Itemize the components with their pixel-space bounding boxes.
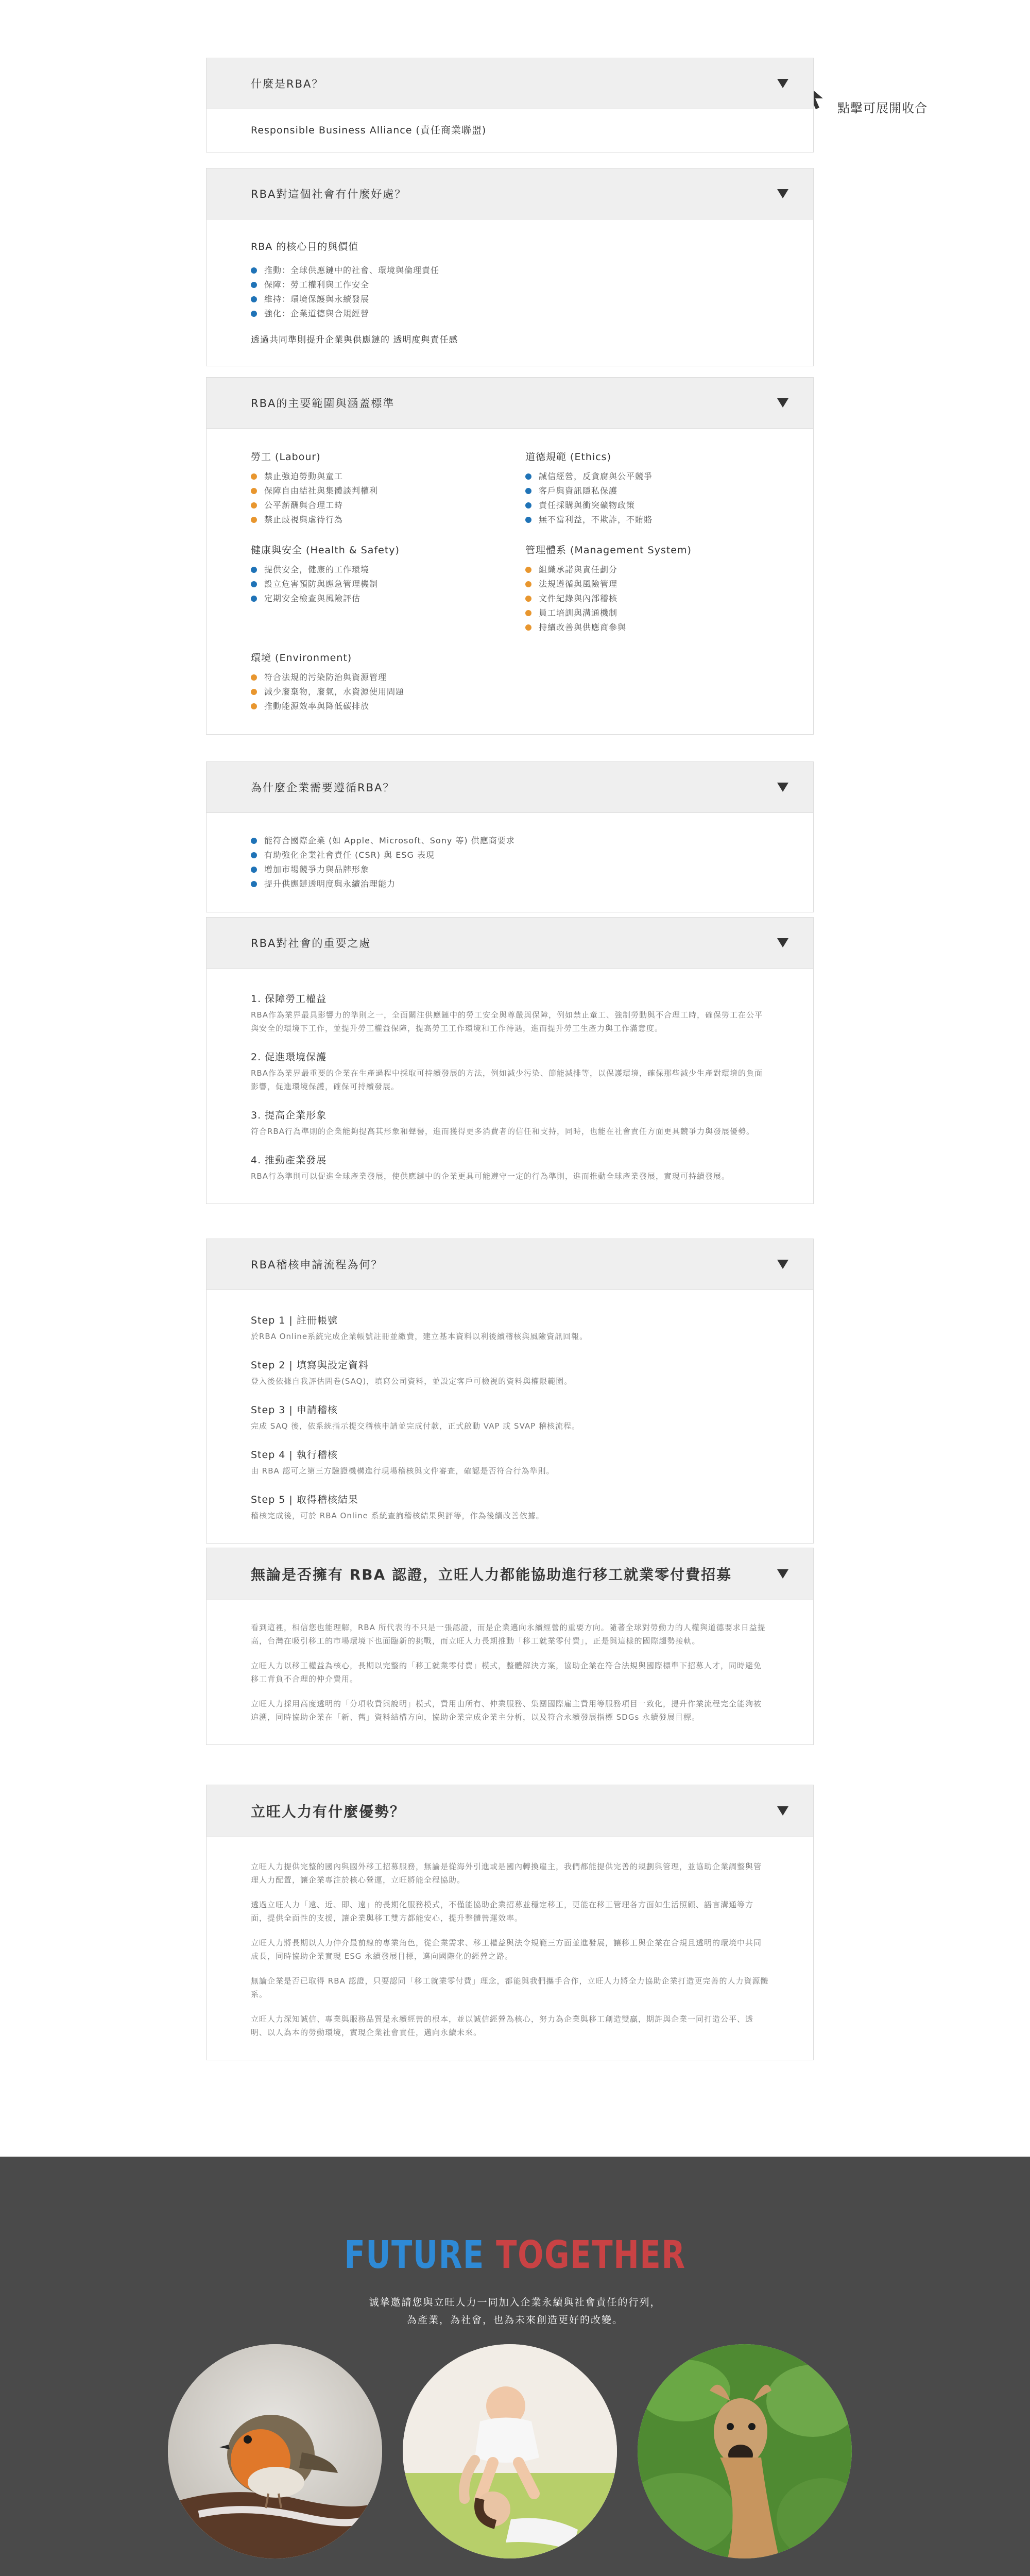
process-step — [251, 1447, 769, 1478]
faq-title: RBA對社會的重要之處 — [251, 937, 371, 950]
step-title: Step 4 | 執行稽核 — [251, 1449, 338, 1461]
list-item: 公平薪酬與合理工時 — [251, 498, 494, 513]
bullet-icon — [251, 703, 257, 709]
bullet-icon — [525, 517, 531, 523]
list-item: 有助強化企業社會責任 (CSR) 與 ESG 表現 — [251, 848, 769, 862]
group-title: 管理體系 (Management System) — [525, 545, 692, 556]
bullet-icon — [251, 596, 257, 602]
list-item: 增加市場競爭力與品牌形象 — [251, 862, 769, 877]
parent-child-illustration — [403, 2344, 617, 2558]
bullet-icon — [251, 473, 257, 480]
scope-group-labour — [251, 449, 494, 527]
bullet-icon — [251, 311, 257, 317]
faq-title: RBA的主要範圍與涵蓋標準 — [251, 397, 395, 410]
faq-title: 立旺人力有什麼優勢？ — [251, 1803, 406, 1820]
list-item: 設立危害預防與應急管理機制 — [251, 577, 494, 591]
process-step — [251, 1492, 769, 1522]
caret-down-icon[interactable] — [777, 398, 788, 408]
importance-item — [251, 1153, 769, 1183]
paragraph: 立旺人力採用高度透明的「分項收費與說明」模式，費用由所有、仲業服務、集團國際雇主費用等服務項目一致化，提升作業流程完全能夠被追溯，同時協助企業在「新、舊」資料結構方向，協助企業完成企業主分析，以及符合永續發展指標 SDGs 永續發展目標。 — [251, 1699, 762, 1722]
faq-panel-why-follow — [206, 761, 814, 912]
faq-header-scope[interactable] — [207, 378, 813, 428]
faq-title: 什麼是RBA？ — [251, 78, 324, 90]
list-item: 定期安全檢查與風險評估 — [251, 591, 494, 606]
footer-banner — [0, 2157, 1030, 2576]
item-title: 4. 推動產業發展 — [251, 1155, 327, 1166]
list-item: 維持：環境保護與永續發展 — [251, 292, 769, 307]
faq-panel-benefits — [206, 168, 814, 366]
process-step — [251, 1358, 769, 1388]
caret-down-icon[interactable] — [777, 783, 788, 792]
item-title: 1. 保障勞工權益 — [251, 993, 327, 1005]
bullet-icon — [525, 624, 531, 631]
bullet-icon — [251, 502, 257, 509]
faq-header-advantages[interactable] — [207, 1785, 813, 1837]
bullet-icon — [525, 488, 531, 494]
list-item: 能符合國際企業 (如 Apple、Microsoft、Sony 等) 供應商要求 — [251, 834, 769, 848]
parent-child-image — [403, 2344, 617, 2558]
expand-hint-text: 點擊可展開收合 — [837, 101, 928, 115]
scope-group-ethics — [525, 449, 769, 527]
faq-title: RBA對這個社會有什麼好處？ — [251, 188, 407, 200]
scope-group-management — [525, 543, 769, 635]
list-item: 強化：企業道德與合規經營 — [251, 307, 769, 321]
bullet-icon — [525, 502, 531, 509]
faq-title: RBA稽核申請流程為何？ — [251, 1259, 383, 1271]
faq-panel-audit-process — [206, 1239, 814, 1544]
deer-image — [638, 2344, 852, 2558]
item-text: 符合RBA行為準則的企業能夠提高其形象和聲譽，進而獲得更多消費者的信任和支持，同時，也能在社會責任方面更具競爭力與發展優勢。 — [251, 1127, 754, 1136]
faq-header-benefits[interactable] — [207, 168, 813, 219]
expand-hint — [803, 82, 928, 116]
item-title: 2. 促進環境保護 — [251, 1052, 327, 1063]
item-text: RBA行為準則可以促進全球產業發展，使供應鏈中的企業更具可能遵守一定的行為準則，進而推動全球產業發展，實現可持續發展。 — [251, 1172, 730, 1181]
list-item: 持續改善與供應商參與 — [525, 620, 769, 635]
paragraph: 立旺人力深知誠信、專業與服務品質是永續經營的根本，並以誠信經營為核心，努力為企業與移工創造雙贏，期許與企業一同打造公平、透明、以人為本的勞動環境，實現企業社會責任，邁向永續未來。 — [251, 2014, 754, 2037]
list-item: 推動：全球供應鏈中的社會、環境與倫理責任 — [251, 263, 769, 278]
title-part-future: FUTURE — [344, 2233, 485, 2277]
paragraph: 立旺人力提供完整的國內與國外移工招募服務，無論是從海外引進或是國內轉換雇主，我們都能提供完善的規劃與管理，並協助企業調整與管理人力配置，讓企業專注於核心營運，立旺將能全程協助。 — [251, 1862, 762, 1885]
paragraph: 看到這裡，相信您也能理解，RBA 所代表的不只是一張認證，而是企業邁向永續經營的重要方向。隨著全球對勞動力的人權與道德要求日益提高，台灣在吸引移工的市場環境下也面臨新的挑戰，而立旺人力長期推動「移工就業零付費」，正是與這樣的國際趨勢接軌。 — [251, 1623, 766, 1646]
step-title: Step 5 | 取得稽核結果 — [251, 1494, 358, 1505]
title-part-together: TOGETHER — [496, 2233, 686, 2277]
bullet-icon — [251, 567, 257, 573]
process-step — [251, 1313, 769, 1343]
step-text: 登入後依據自我評估問卷(SAQ)，填寫公司資料，並設定客戶可檢視的資料與權限範圍。 — [251, 1377, 573, 1386]
caret-down-icon[interactable] — [777, 938, 788, 947]
bullet-icon — [251, 674, 257, 681]
faq-header-zero-fee[interactable] — [207, 1548, 813, 1600]
scope-group-health-safety — [251, 543, 494, 635]
faq-title: 為什麼企業需要遵循RBA？ — [251, 782, 395, 794]
bullet-icon — [251, 838, 257, 844]
robin-bird-image — [168, 2344, 382, 2558]
step-title: Step 3 | 申請稽核 — [251, 1404, 338, 1416]
faq-panel-advantages — [206, 1785, 814, 2060]
bullet-icon — [251, 689, 257, 695]
list-item: 提升供應鏈透明度與永續治理能力 — [251, 877, 769, 891]
list-item: 組織承諾與責任劃分 — [525, 563, 769, 577]
future-together-title — [103, 2233, 927, 2277]
bullet-icon — [525, 473, 531, 480]
group-title: 環境 (Environment) — [251, 652, 352, 664]
list-item: 客戶與資訊隱私保護 — [525, 484, 769, 498]
caret-down-icon[interactable] — [777, 1806, 788, 1816]
summary-text: 透過共同準則提升企業與供應鏈的 透明度與責任感 — [251, 335, 458, 345]
bullet-icon — [251, 881, 257, 887]
faq-panel-what-is-rba — [206, 58, 814, 152]
robin-bird-illustration — [168, 2344, 382, 2558]
bullet-icon — [251, 852, 257, 858]
list-item: 保障：勞工權利與工作安全 — [251, 278, 769, 292]
caret-down-icon[interactable] — [777, 79, 788, 88]
footer-subtitle-line2: 為產業，為社會，也為未來創造更好的改變。 — [406, 2314, 623, 2326]
step-title: Step 1 | 註冊帳號 — [251, 1315, 338, 1326]
bullet-icon — [525, 581, 531, 587]
list-item: 文件紀錄與內部稽核 — [525, 591, 769, 606]
faq-panel-scope — [206, 377, 814, 735]
footer-subtitle-line1: 誠摯邀請您與立旺人力一同加入企業永續與社會責任的行列， — [369, 2297, 661, 2308]
faq-title: 無論是否擁有 RBA 認證，立旺人力都能協助進行移工就業零付費招募 — [251, 1566, 732, 1583]
step-title: Step 2 | 填寫與設定資料 — [251, 1360, 369, 1371]
caret-down-icon[interactable] — [777, 189, 788, 198]
list-item: 禁止強迫勞動與童工 — [251, 469, 494, 484]
group-title: 健康與安全 (Health & Safety) — [251, 545, 400, 556]
caret-down-icon[interactable] — [777, 1260, 788, 1269]
step-text: 於RBA Online系統完成企業帳號註冊並繳費，建立基本資料以利後續稽核與風險資訊回報。 — [251, 1332, 588, 1341]
bullet-icon — [525, 596, 531, 602]
bullet-icon — [251, 867, 257, 873]
paragraph: 立旺人力以移工權益為核心，長期以完整的「移工就業零付費」模式，整體解決方案，協助企業在符合法規與國際標準下招募人才，同時避免移工背負不合理的仲介費用。 — [251, 1661, 762, 1684]
bullet-icon — [251, 488, 257, 494]
importance-item — [251, 1108, 769, 1138]
bullet-icon — [525, 610, 531, 616]
faq-header-what-is-rba[interactable] — [207, 58, 813, 109]
section-heading: RBA 的核心目的與價值 — [251, 241, 359, 252]
faq-answer: Responsible Business Alliance (責任商業聯盟) — [251, 125, 487, 136]
faq-panel-importance — [206, 917, 814, 1204]
group-title: 道德規範 (Ethics) — [525, 451, 611, 463]
list-item: 無不當利益，不欺詐，不賄賂 — [525, 513, 769, 527]
bullet-icon — [251, 267, 257, 274]
list-item: 推動能源效率與降低碳排放 — [251, 699, 494, 714]
bullet-icon — [251, 581, 257, 587]
list-item: 法規遵循與風險管理 — [525, 577, 769, 591]
process-step — [251, 1402, 769, 1433]
faq-panel-zero-fee — [206, 1548, 814, 1745]
list-item: 提供安全，健康的工作環境 — [251, 563, 494, 577]
faq-header-importance[interactable] — [207, 918, 813, 968]
caret-down-icon[interactable] — [777, 1569, 788, 1579]
group-title: 勞工 (Labour) — [251, 451, 321, 463]
bullet-icon — [251, 282, 257, 288]
importance-item — [251, 1049, 769, 1093]
faq-header-audit-process[interactable] — [207, 1239, 813, 1290]
item-text: RBA作為業界最重要的企業在生產過程中採取可持續發展的方法，例如減少污染、節能減排等，以保護環境，確保那些減少生產對環境的負面影響，促進環境保護，確保可持續發展。 — [251, 1069, 763, 1091]
step-text: 稽核完成後，可於 RBA Online 系統查詢稽核結果與評等，作為後續改善依據。 — [251, 1511, 544, 1520]
list-item: 保障自由結社與集體談判權利 — [251, 484, 494, 498]
item-text: RBA作為業界最具影響力的準則之一，全面關注供應鏈中的勞工安全與尊嚴與保障，例如禁止童工、強制勞動與不合理工時，確保勞工在公平與安全的環境下工作，並提升勞工權益保障，提高勞工工作環境和工作待遇，進而提升勞工生產力與工作滿意度。 — [251, 1010, 763, 1033]
deer-illustration — [638, 2344, 852, 2558]
step-text: 由 RBA 認可之第三方驗證機構進行現場稽核與文件審查，確認是否符合行為準則。 — [251, 1466, 555, 1476]
bullet-icon — [525, 567, 531, 573]
step-text: 完成 SAQ 後，依系統指示提交稽核申請並完成付款，正式啟動 VAP 或 SVAP 稽核流程。 — [251, 1421, 580, 1431]
faq-header-why-follow[interactable] — [207, 762, 813, 812]
scope-group-environment — [251, 650, 494, 714]
bullet-icon — [251, 517, 257, 523]
list-item: 誠信經營，反貪腐與公平競爭 — [525, 469, 769, 484]
item-title: 3. 提高企業形象 — [251, 1110, 327, 1121]
list-item: 符合法規的污染防治與資源管理 — [251, 670, 494, 685]
bullet-icon — [251, 296, 257, 302]
paragraph: 立旺人力將長期以人力仲介最前線的專業角色，從企業需求、移工權益與法令規範三方面並進發展，讓移工與企業在合規且透明的環境中共同成長，同時協助企業實現 ESG 永續發展目標，邁向國際化的經營之路。 — [251, 1938, 762, 1961]
list-item: 員工培訓與溝通機制 — [525, 606, 769, 620]
importance-item — [251, 991, 769, 1035]
paragraph: 透過立旺人力「遠、近、即、遠」的長期化服務模式，不僅能協助企業招募並穩定移工，更能在移工管理各方面如生活照顧、語言溝通等方面，提供全面性的支援，讓企業與移工雙方都能安心，提升整體營運效率。 — [251, 1900, 754, 1923]
list-item: 禁止歧視與虐待行為 — [251, 513, 494, 527]
list-item: 責任採購與衝突礦物政策 — [525, 498, 769, 513]
paragraph: 無論企業是否已取得 RBA 認證，只要認同「移工就業零付費」理念，都能與我們攜手合作，立旺人力將全力協助企業打造更完善的人力資源體系。 — [251, 1976, 769, 1999]
list-item: 減少廢棄物，廢氣，水資源使用問題 — [251, 685, 494, 699]
